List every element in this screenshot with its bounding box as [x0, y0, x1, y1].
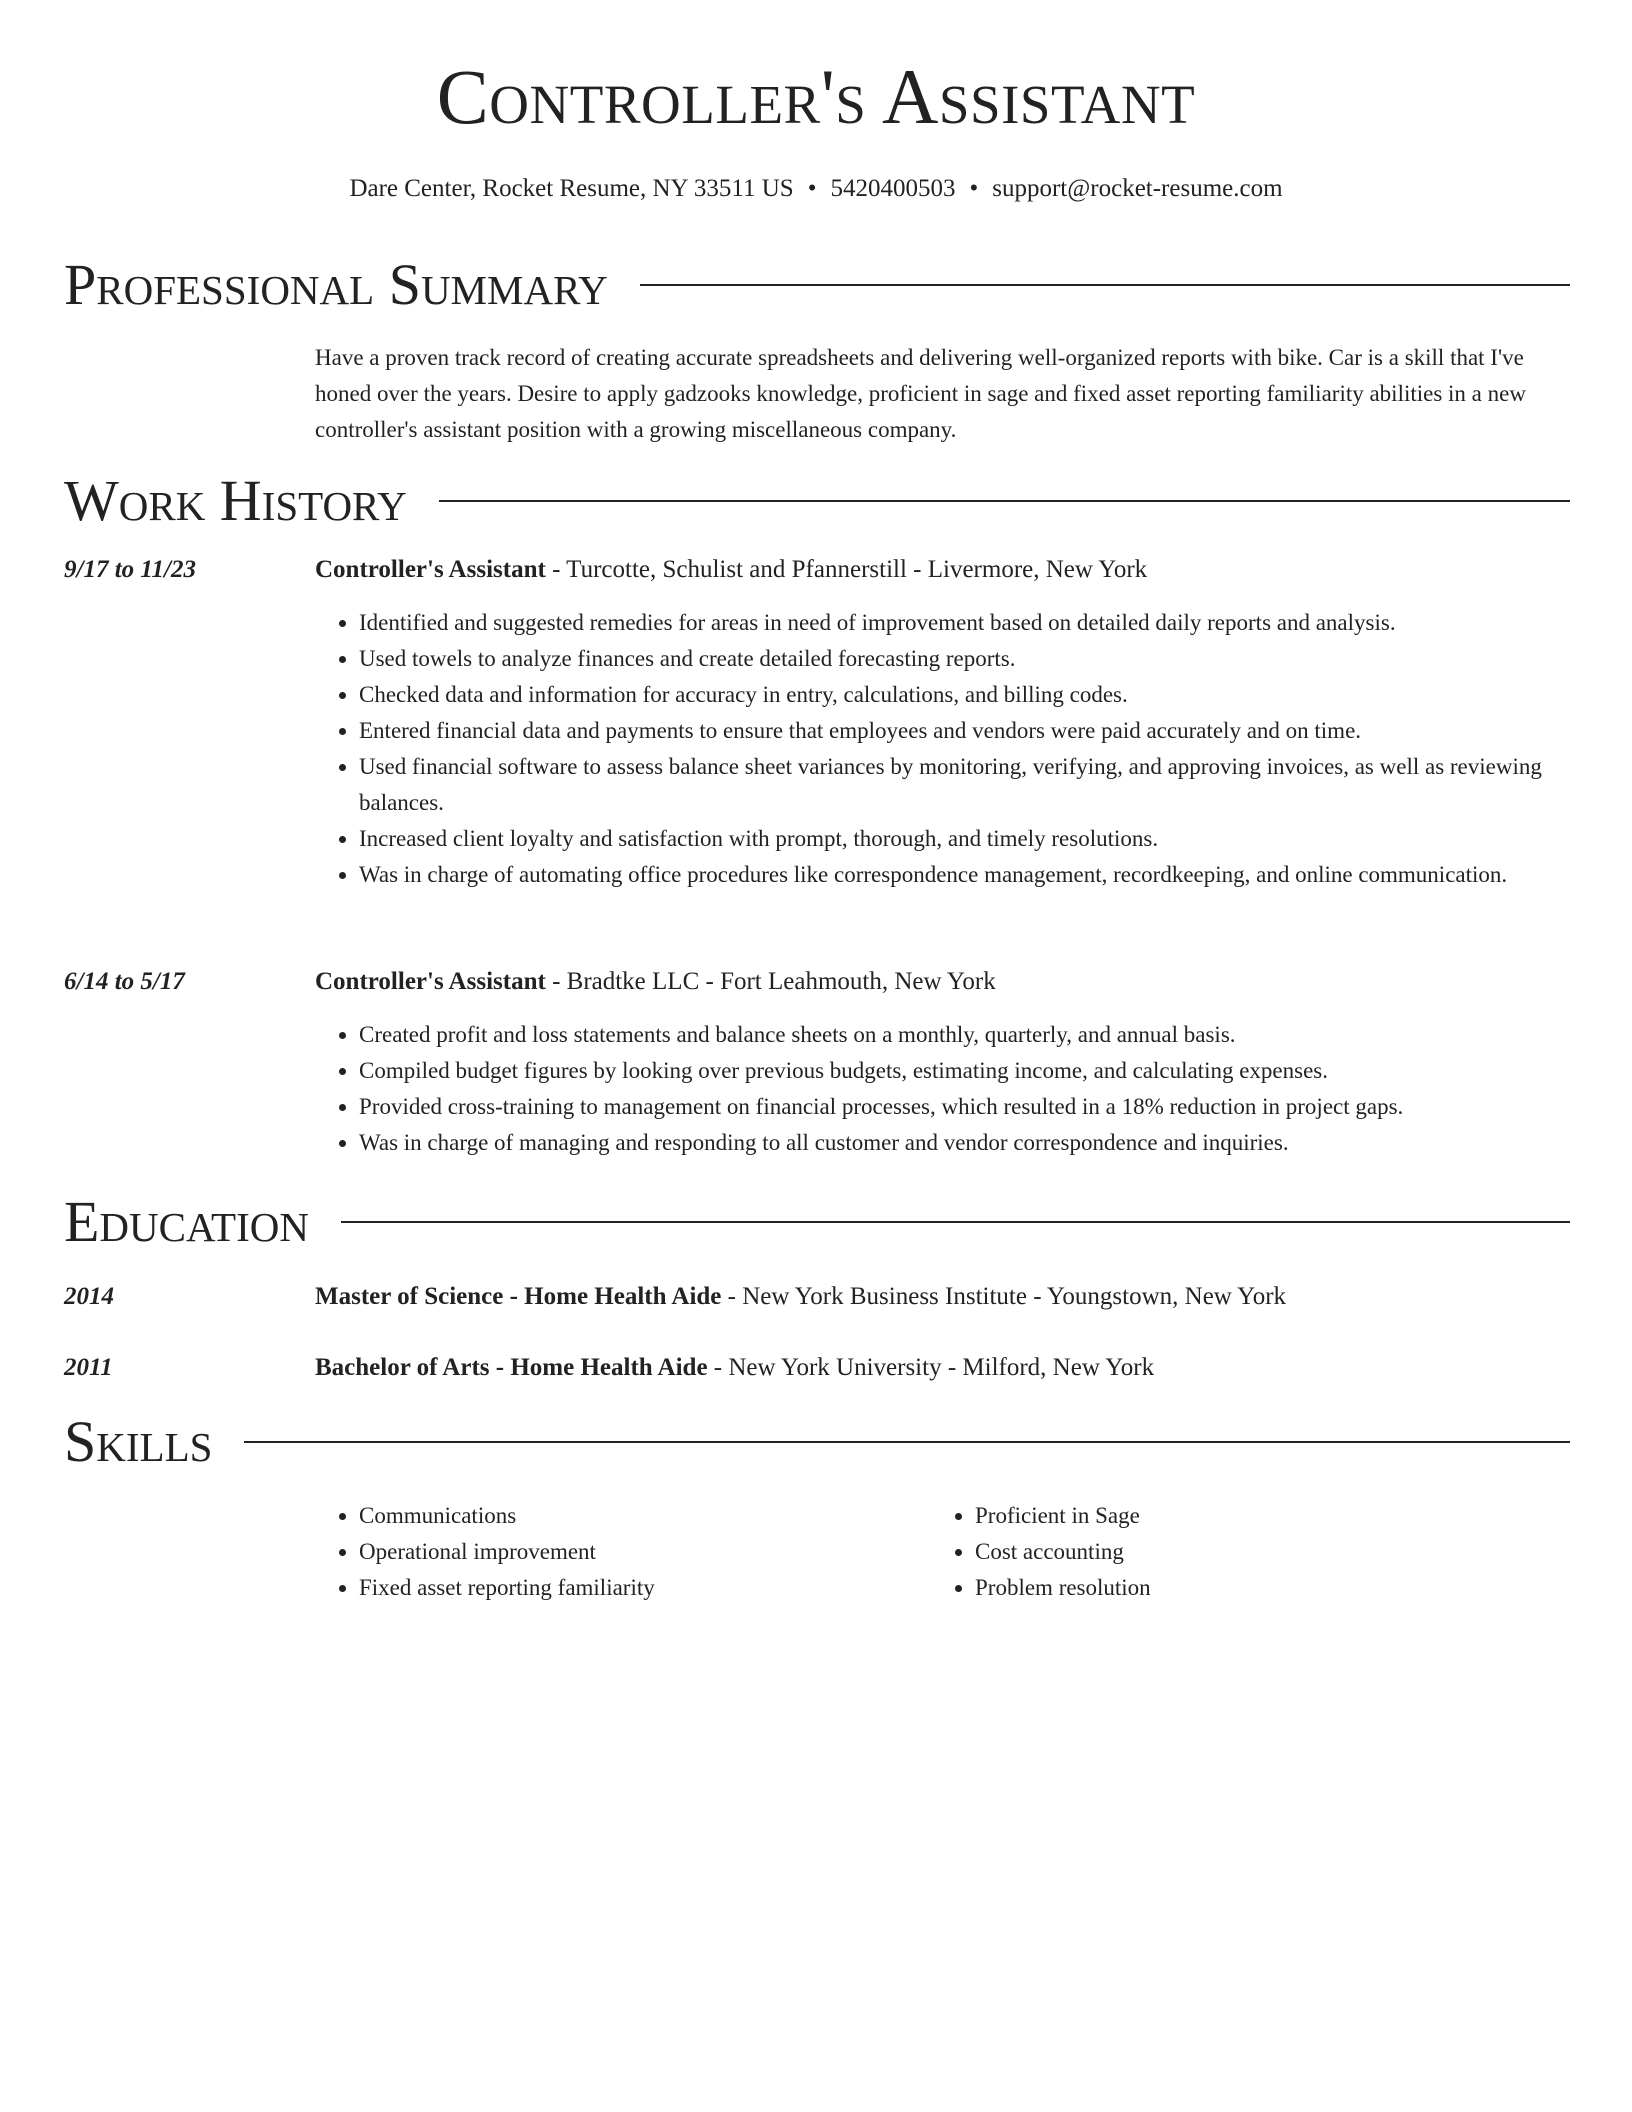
- job-employer: - Turcotte, Schulist and Pfannerstill - Livermore, New York: [545, 556, 1148, 583]
- job-bullet-list: [315, 605, 1570, 893]
- job-dates: 6/14 to 5/17: [64, 968, 185, 995]
- section-title-work-history: Work History: [64, 468, 407, 533]
- job-bullet: • Entered financial data and payments to ensure that employees and vendors were paid accurately and on time.: [359, 713, 1570, 749]
- contact-separator: •: [807, 175, 817, 202]
- skill-item: • Cost accounting: [975, 1534, 1491, 1570]
- section-divider: [439, 500, 1570, 502]
- job-title: Controller's Assistant: [315, 968, 546, 995]
- skills-list-right: [931, 1498, 1491, 1606]
- education-school: - New York University - Milford, New York: [707, 1354, 1155, 1381]
- skill-item: • Fixed asset reporting familiarity: [359, 1570, 875, 1606]
- section-title-skills: Skills: [64, 1409, 213, 1474]
- education-degree: Master of Science - Home Health Aide: [315, 1283, 722, 1310]
- section-header-skills: [64, 1409, 1570, 1474]
- section-header-work-history: [64, 468, 1570, 533]
- education-year: 2011: [64, 1354, 113, 1381]
- job-employer: - Bradtke LLC - Fort Leahmouth, New York: [545, 968, 996, 995]
- job-dates: 9/17 to 11/23: [64, 556, 196, 583]
- education-entry: [315, 1355, 1570, 1380]
- section-title-education: Education: [64, 1189, 309, 1254]
- job-bullet: • Increased client loyalty and satisfaction with prompt, thorough, and timely resolutions.: [359, 821, 1570, 857]
- section-header-summary: [64, 252, 1570, 317]
- summary-text: Have a proven track record of creating accurate spreadsheets and delivering well-organized reports with bike. Car is a skill that I've honed over the years. Desire to apply gadzooks knowledge, proficient in sage and fixed asset reporting familiarity abilities in a new controller's assistant position with a growing miscellaneous company.: [315, 345, 1526, 442]
- section-title-summary: Professional Summary: [64, 252, 608, 317]
- section-divider: [244, 1441, 1570, 1443]
- contact-email: support@rocket-resume.com: [992, 175, 1283, 202]
- job-bullet: • Was in charge of automating office procedures like correspondence management, recordkeeping, and online communication.: [359, 857, 1570, 893]
- section-divider: [341, 1221, 1570, 1223]
- job-bullet: • Compiled budget figures by looking over previous budgets, estimating income, and calculating expenses.: [359, 1053, 1570, 1089]
- skill-item: • Operational improvement: [359, 1534, 875, 1570]
- contact-address: Dare Center, Rocket Resume, NY 33511 US: [349, 175, 794, 202]
- education-degree: Bachelor of Arts - Home Health Aide: [315, 1354, 708, 1381]
- job-bullet: • Provided cross-training to management on financial processes, which resulted in a 18% reduction in project gaps.: [359, 1089, 1570, 1125]
- job-bullet: • Identified and suggested remedies for areas in need of improvement based on detailed daily reports and analysis.: [359, 605, 1570, 641]
- skill-item: • Communications: [359, 1498, 875, 1534]
- job-bullet-list: [315, 1017, 1570, 1161]
- contact-phone: 5420400503: [830, 175, 956, 202]
- section-divider: [640, 284, 1570, 286]
- skill-item: • Problem resolution: [975, 1570, 1491, 1606]
- education-year: 2014: [64, 1283, 114, 1310]
- candidate-name: Controller's Assistant: [436, 53, 1196, 140]
- skills-list-left: [315, 1498, 875, 1606]
- job-bullet: • Checked data and information for accuracy in entry, calculations, and billing codes.: [359, 677, 1570, 713]
- job-title-line: [315, 969, 1570, 994]
- skill-item: • Proficient in Sage: [975, 1498, 1491, 1534]
- job-title-line: [315, 557, 1570, 582]
- job-bullet: • Used financial software to assess balance sheet variances by monitoring, verifying, and approving invoices, as well as reviewing balances.: [359, 749, 1570, 821]
- job-title: Controller's Assistant: [315, 556, 546, 583]
- job-bullet: • Created profit and loss statements and balance sheets on a monthly, quarterly, and annual basis.: [359, 1017, 1570, 1053]
- contact-separator: •: [969, 175, 979, 202]
- education-school: - New York Business Institute - Youngstown, New York: [721, 1283, 1287, 1310]
- education-entry: [315, 1284, 1570, 1309]
- section-header-education: [64, 1189, 1570, 1254]
- contact-line: [0, 176, 1632, 201]
- job-bullet: • Was in charge of managing and responding to all customer and vendor correspondence and inquiries.: [359, 1125, 1570, 1161]
- job-bullet: • Used towels to analyze finances and create detailed forecasting reports.: [359, 641, 1570, 677]
